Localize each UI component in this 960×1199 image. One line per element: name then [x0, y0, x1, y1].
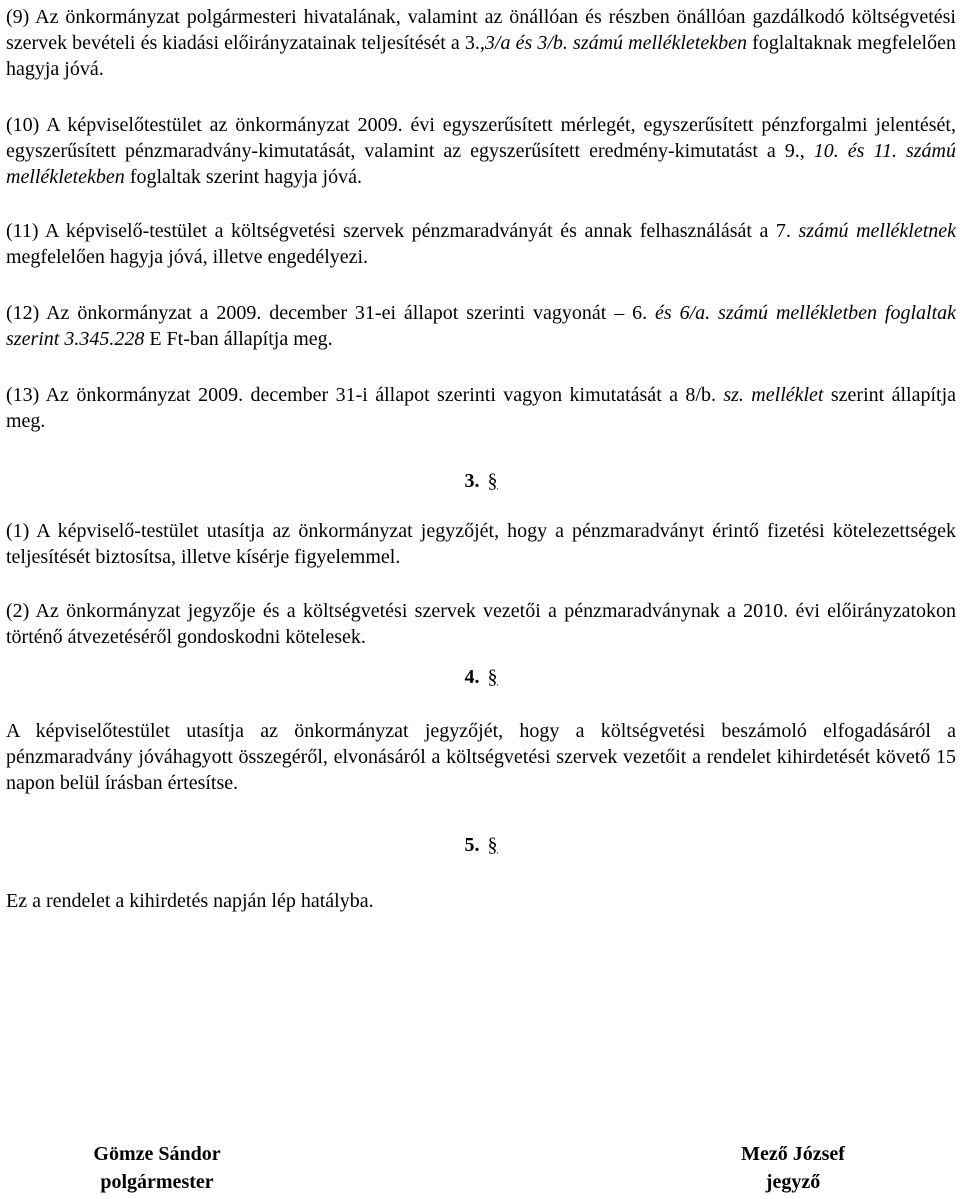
signature-notary — [718, 1140, 868, 1196]
paragraph-12-italic: és 6/a. számú mellékletben foglaltak szerint 3.345.228 — [6, 302, 956, 350]
signature-mayor-title: polgármester — [100, 1171, 214, 1193]
section-4-paragraph-1: A képviselőtestület utasítja az önkormányzat jegyzőjét, hogy a költségvetési beszámoló elfogadásáról a pénzmaradvány jóváhagyott összegéről, elvonásáról a költségvetési szervek vezetőit a rendelet kihirdetését követő 15 napon belül írásban értesítse. — [6, 720, 956, 794]
paragraph-9-tail: foglaltaknak megfelelően hagyja jóvá. — [6, 32, 956, 80]
paragraph-13-italic: sz. melléklet — [715, 384, 824, 406]
section-4-heading — [6, 664, 956, 690]
signature-mayor — [72, 1140, 242, 1196]
signature-notary-title: jegyző — [765, 1171, 821, 1193]
section-3-number: 3. — [464, 470, 480, 492]
section-5-number: 5. — [464, 834, 480, 856]
section-5-symbol: § — [487, 834, 498, 856]
paragraph-9-text: (9) Az önkormányzat polgármesteri hivatalának, valamint az önállóan és részben önállóan gazdálkodó költségvetési szervek bevételi és kiadási előirányzatainak teljesítését a 3., — [6, 6, 956, 54]
paragraph-9 — [6, 4, 956, 82]
paragraph-11-italic: számú mellékletnek — [790, 220, 957, 242]
paragraph-12 — [6, 300, 956, 352]
paragraph-10 — [6, 112, 956, 190]
section-3-heading — [6, 468, 956, 494]
paragraph-11-tail: megfelelően hagyja jóvá, illetve engedélyezi. — [6, 246, 369, 268]
paragraph-10-text: (10) A képviselőtestület az önkormányzat 2009. évi egyszerűsített mérlegét, egyszerűsített pénzforgalmi jelentését, egyszerűsített pénzmaradvány-kimutatását, valamint az egyszerűsített eredmény-kimutatást a 9., — [6, 114, 956, 162]
paragraph-13-tail: szerint állapítja meg. — [6, 384, 957, 432]
paragraph-12-tail: E Ft-ban állapítja meg. — [144, 328, 333, 350]
section-3-paragraph-1: (1) A képviselő-testület utasítja az önkormányzat jegyzőjét, hogy a pénzmaradványt érintő fizetési kötelezettségek teljesítését biztosítsa, illetve kísérje figyelemmel. — [6, 520, 956, 568]
signature-notary-name: Mező József — [741, 1143, 845, 1165]
section-5-paragraph-1: Ez a rendelet a kihirdetés napján lép hatályba. — [6, 890, 374, 912]
signature-mayor-name: Gömze Sándor — [93, 1143, 221, 1165]
paragraph-11 — [6, 218, 956, 270]
section-4-number: 4. — [464, 666, 480, 688]
paragraph-11-text: (11) A képviselő-testület a költségvetési szervek pénzmaradványát és annak felhasználását a 7. — [6, 220, 791, 242]
section-4-symbol: § — [487, 666, 498, 688]
paragraph-10-italic: 10. és 11. számú mellékletekben — [6, 140, 956, 188]
section-5-heading — [6, 832, 956, 858]
paragraph-13-text: (13) Az önkormányzat 2009. december 31-i állapot szerinti vagyon kimutatását a 8/b. — [6, 384, 716, 406]
section-3-symbol: § — [487, 470, 498, 492]
section-3-paragraph-2: (2) Az önkormányzat jegyzője és a költségvetési szervek vezetői a pénzmaradványnak a 2010. évi előirányzatokon történő átvezetéséről gondoskodni kötelesek. — [6, 600, 956, 648]
paragraph-12-text: (12) Az önkormányzat a 2009. december 31-ei állapot szerinti vagyonát – 6. — [6, 302, 648, 324]
paragraph-9-italic: 3/a és 3/b. számú mellékletekben — [484, 32, 747, 54]
paragraph-13 — [6, 382, 956, 434]
paragraph-10-tail: foglaltak szerint hagyja jóvá. — [124, 166, 362, 188]
